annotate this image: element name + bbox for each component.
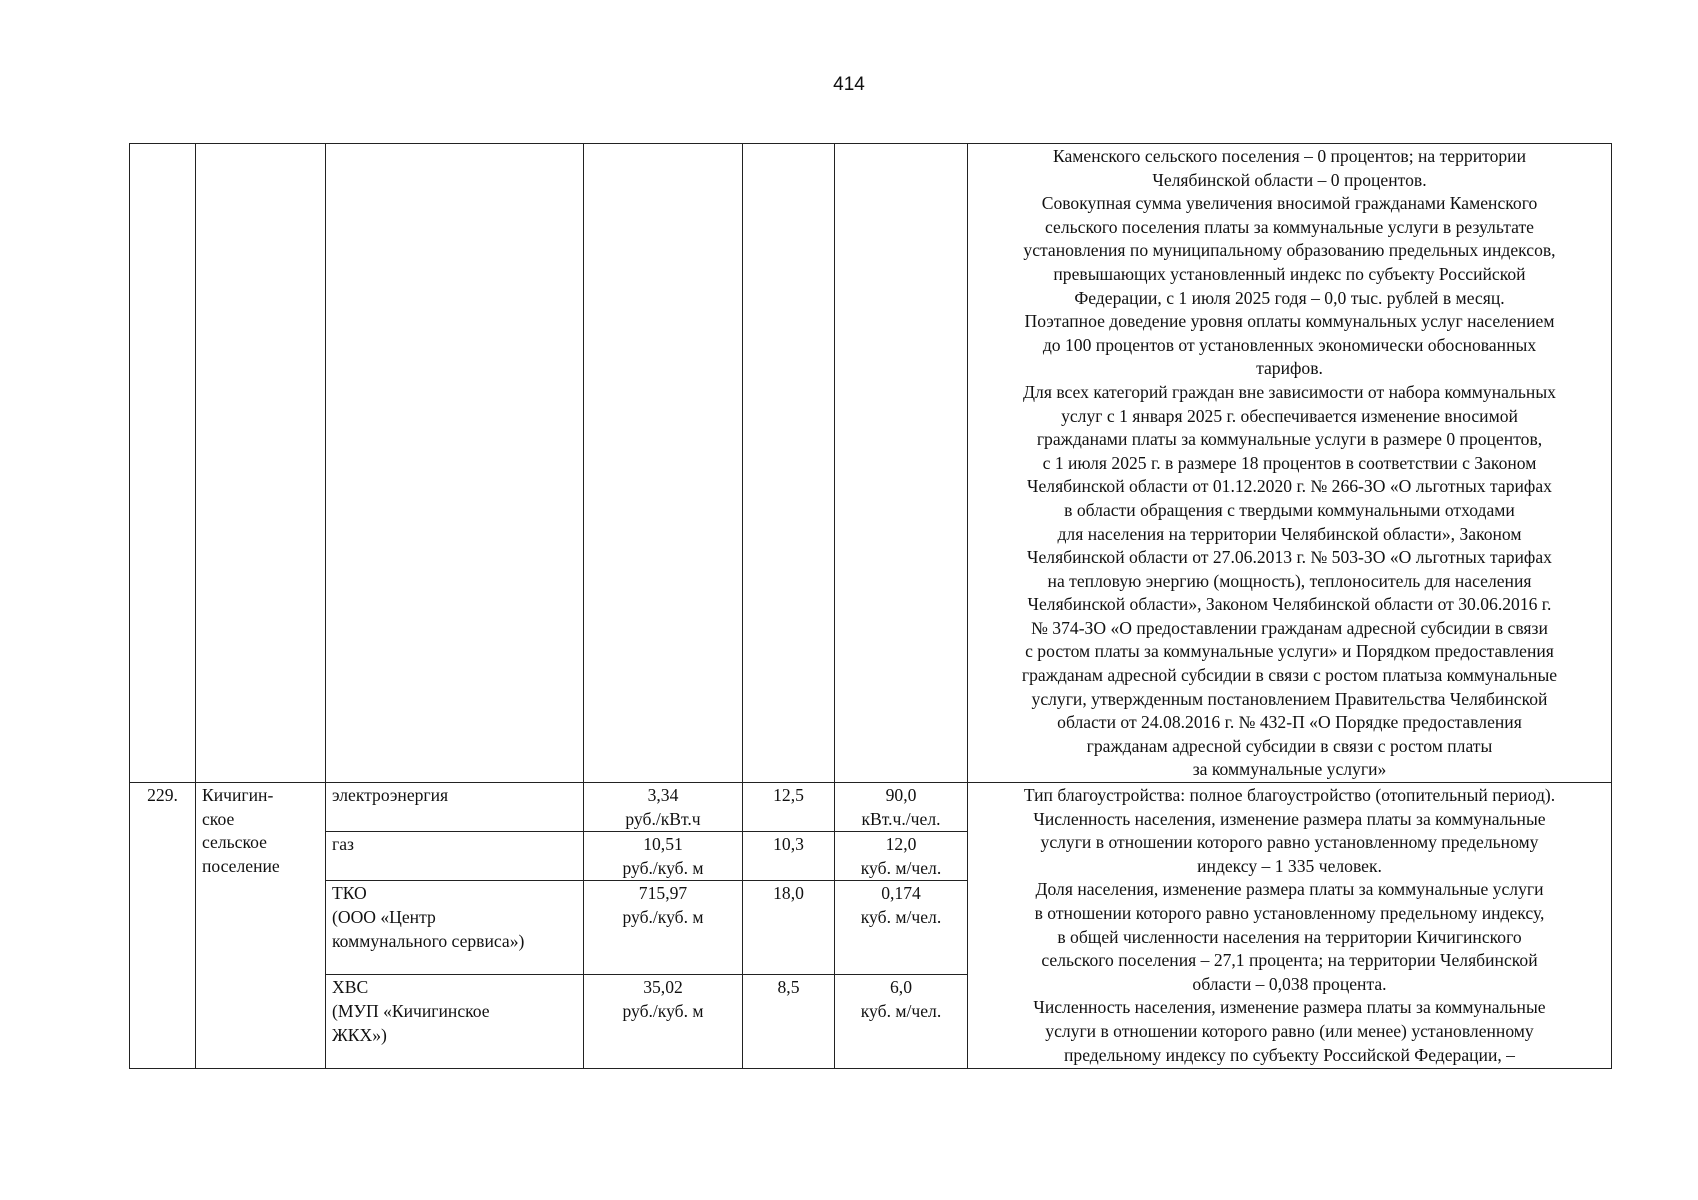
text-line: гражданам адресной субсидии в связи с ростом платы — [1086, 735, 1493, 756]
text-line: в области обращения с твердыми коммунальными отходами — [1064, 499, 1515, 520]
text-line: Совокупная сумма увеличения вносимой гражданами Каменского — [1041, 193, 1538, 214]
service-index: 10,3 — [743, 832, 835, 881]
text-line: Тип благоустройства: полное благоустройство (отопительный период). — [1023, 785, 1556, 806]
service-volume: 12,0 куб. м/чел. — [835, 832, 968, 881]
text-line: предельному индексу по субъекту Российской Федерации, – — [1064, 1044, 1515, 1065]
page-number: 414 — [833, 74, 865, 95]
service-volume: 0,174 куб. м/чел. — [835, 881, 968, 975]
text-line: Федерации, с 1 июля 2025 годя – 0,0 тыс. рублей в месяц. — [1074, 287, 1505, 308]
text-line: услуги в отношении которого равно (или менее) установленному — [1045, 1020, 1534, 1041]
text-line: индексу – 1 335 человек. — [1197, 855, 1382, 876]
text-line: в общей численности населения на территории Кичигинского — [1057, 926, 1522, 947]
service-tariff: 3,34 руб./кВт.ч — [584, 783, 743, 832]
text-line: с ростом платы за коммунальные услуги» и Порядком предоставления — [1025, 641, 1554, 662]
text-line: Челябинской области от 27.06.2013 г. № 503-ЗО «О льготных тарифах — [1027, 547, 1552, 568]
text-line: услуг с 1 января 2025 г. обеспечивается изменение вносимой — [1061, 405, 1518, 426]
text-line: сельского поселения – 27,1 процента; на территории Челябинской — [1041, 950, 1538, 971]
text-line: услуги в отношении которого равно установленному предельному — [1040, 832, 1539, 853]
service-tariff: 10,51 руб./куб. м — [584, 832, 743, 881]
text-line: сельское — [202, 832, 267, 853]
text-line: услуги, утвержденным постановлением Правительства Челябинской — [1031, 688, 1548, 709]
text-line: гражданам адресной субсидии в связи с ростом платыза коммунальные — [1021, 665, 1558, 686]
text-line: области – 0,038 процента. — [1192, 973, 1387, 994]
service-volume: 90,0 кВт.ч./чел. — [835, 783, 968, 832]
text-line: за коммунальные услуги» — [1192, 759, 1387, 780]
cell-empty — [743, 144, 835, 783]
text-line: Доля населения, изменение размера платы за коммунальные услуги — [1035, 879, 1544, 900]
text-line: гражданами платы за коммунальные услуги в размере 0 процентов, — [1036, 429, 1543, 450]
table-row — [130, 783, 1612, 832]
service-tariff: 35,02 руб./куб. м — [584, 975, 743, 1069]
service-index: 18,0 — [743, 881, 835, 975]
service-index: 8,5 — [743, 975, 835, 1069]
text-line: установления по муниципальному образованию предельных индексов, — [1023, 240, 1556, 261]
service-index: 12,5 — [743, 783, 835, 832]
cell-empty — [130, 144, 196, 783]
text-line: Каменского сельского поселения – 0 процентов; на территории — [1052, 146, 1527, 166]
text-line: Челябинской области от 01.12.2020 г. № 266-ЗО «О льготных тарифах — [1027, 476, 1552, 497]
text-line: Кичигин- — [202, 785, 274, 806]
text-line: превышающих установленный индекс по субъекту Российской — [1053, 263, 1526, 284]
cell-empty — [835, 144, 968, 783]
text-line: на тепловую энергию (мощность), теплоноситель для населения — [1047, 570, 1532, 591]
cell-empty — [584, 144, 743, 783]
text-line: ское — [202, 808, 235, 829]
cell-empty — [326, 144, 584, 783]
text-line: № 374-ЗО «О предоставлении гражданам адресной субсидии в связи — [1031, 617, 1548, 638]
service-tariff: 715,97 руб./куб. м — [584, 881, 743, 975]
text-line: Численность населения, изменение размера платы за коммунальные — [1033, 808, 1546, 829]
cell-empty — [196, 144, 326, 783]
row-number: 229. — [130, 783, 196, 1069]
continuation-row — [130, 144, 1612, 783]
text-line: области от 24.08.2016 г. № 432-П «О Порядке предоставления — [1057, 712, 1522, 733]
text-line: в отношении которого равно установленному предельному индексу, — [1034, 903, 1545, 923]
text-line: Челябинской области», Законом Челябинской области от 30.06.2016 г. — [1027, 594, 1552, 615]
text-line: Поэтапное доведение уровня оплаты коммунальных услуг населением — [1024, 311, 1555, 332]
text-line: Численность населения, изменение размера платы за коммунальные — [1033, 997, 1546, 1018]
service-name: ХВС (МУП «Кичигинское ЖКХ») — [326, 975, 584, 1069]
tariff-table — [129, 143, 1612, 1069]
text-line: тарифов. — [1256, 358, 1323, 379]
text-line: сельского поселения платы за коммунальные услуги в результате — [1045, 216, 1534, 237]
text-line: поселение — [202, 855, 280, 876]
service-name: электроэнергия — [326, 783, 584, 832]
text-line: до 100 процентов от установленных экономически обоснованных — [1042, 334, 1537, 355]
municipality-name — [196, 783, 326, 1069]
service-name: ТКО (ООО «Центр коммунального сервиса») — [326, 881, 584, 975]
text-line: Челябинской области – 0 процентов. — [1152, 169, 1427, 190]
continuation-description — [968, 144, 1612, 783]
row-description — [968, 783, 1612, 1069]
text-line: для населения на территории Челябинской области», Законом — [1057, 523, 1522, 544]
service-volume: 6,0 куб. м/чел. — [835, 975, 968, 1069]
text-line: с 1 июля 2025 г. в размере 18 процентов в соответствии с Законом — [1042, 452, 1537, 473]
text-line: Для всех категорий граждан вне зависимости от набора коммунальных — [1023, 381, 1556, 402]
service-name: газ — [326, 832, 584, 881]
